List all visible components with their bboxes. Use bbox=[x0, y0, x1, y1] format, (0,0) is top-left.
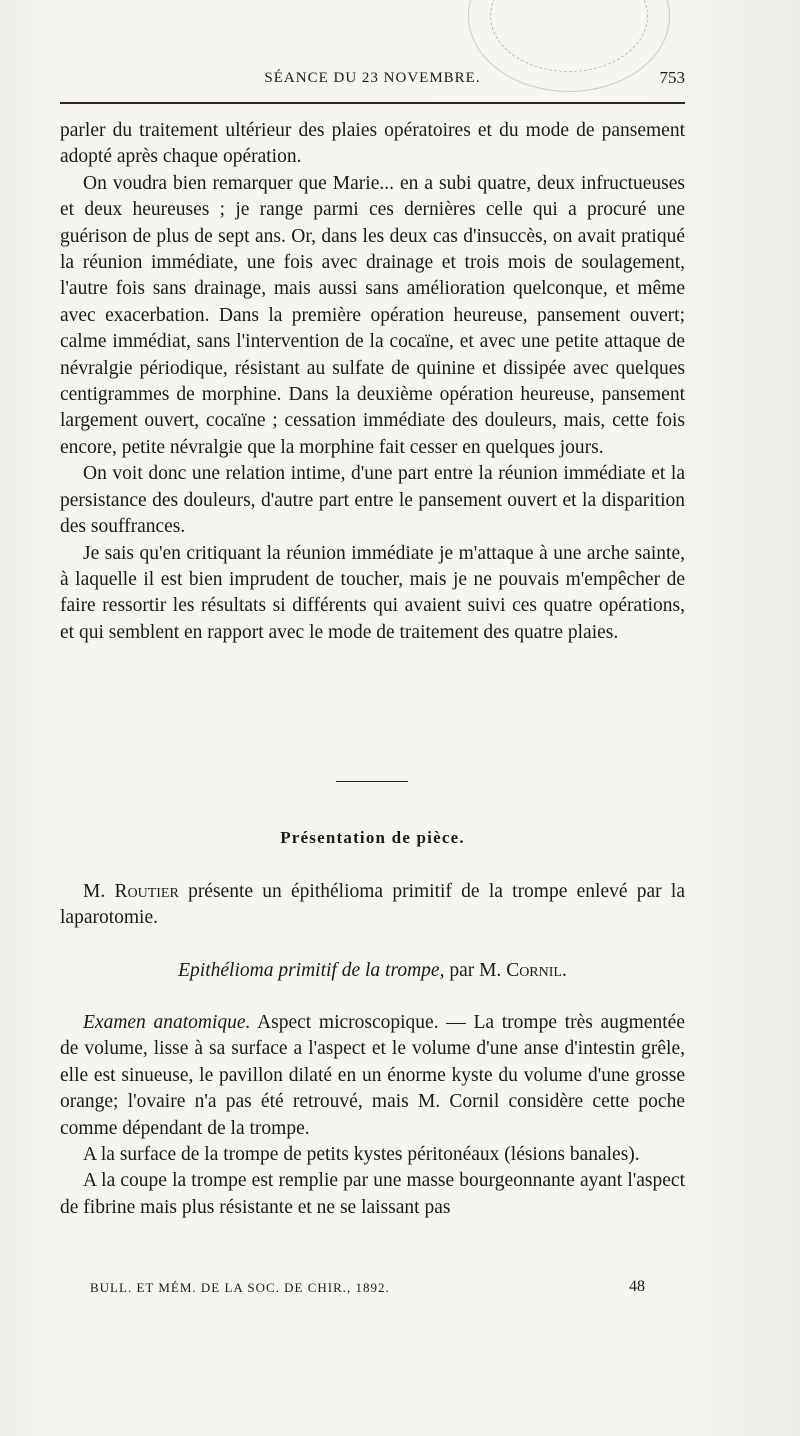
page-number: 753 bbox=[659, 68, 685, 87]
subtitle-by: par M. bbox=[444, 960, 507, 981]
exam-heading: Examen anatomique. bbox=[83, 1012, 251, 1033]
exam-text: Aspect microscopique. — La trompe très augmentée de volume, lisse à sa surface a l'aspect et le volume d'une anse d'intestin grêle, elle est sinueuse, le pavillon dilaté en un énorme kyste du volume d'une grosse orange; l'ovaire n'a pas été retrouvé, mais M. Cornil considère cette poche comme dépendant de la trompe. bbox=[60, 1012, 685, 1139]
running-title: SÉANCE DU 23 NOVEMBRE. bbox=[264, 70, 481, 86]
header-rule bbox=[60, 102, 685, 104]
subtitle-italic: Epithélioma primitif de la trompe, bbox=[178, 960, 445, 981]
journal-reference: BULL. ET MÉM. DE LA SOC. DE CHIR., 1892. bbox=[90, 1280, 390, 1295]
presenter-name: Routier bbox=[114, 881, 179, 902]
section-title: Présentation de pièce. bbox=[280, 828, 465, 847]
signature-number: 48 bbox=[629, 1278, 645, 1295]
paragraph: Je sais qu'en critiquant la réunion immédiate je m'attaque à une arche sainte, à laquelle il est bien imprudent de toucher, mais je ne pouvais m'empêcher de faire ressortir les résultats si différents qui avaient suivi ces quatre opérations, et qui semblent en rapport avec le mode de traitement des quatre plaies. bbox=[60, 542, 685, 643]
article-subtitle bbox=[60, 960, 685, 982]
paragraph: parler du traitement ultérieur des plaies opératoires et du mode de pansement adopté après chaque opération. bbox=[60, 120, 685, 168]
section-separator bbox=[336, 781, 408, 782]
paragraph: On voudra bien remarquer que Marie... en a subi quatre, deux infructueuses et deux heureuses ; je range parmi ces dernières celle qui a procuré une guérison de plus de sept ans. Or, dans les deux cas d'insuccès, on avait pratiqué la réunion immédiate, une fois avec drainage et trois mois de soulagement, l'autre fois sans drainage, mais aussi sans amélioration quelconque, et même avec exacerbation. Dans la première opération heureuse, pansement ouvert; calme immédiat, sans l'intervention de la cocaïne, et avec une petite attaque de névralgie périodique, résistant au sulfate de quinine et dissipée avec quelques centigrammes de morphine. Dans la deuxième opération heureuse, pansement largement ouvert, cocaïne ; cessation immédiate des douleurs, mais, cette fois encore, petite névralgie que la morphine fait cesser en quelques jours. bbox=[60, 172, 685, 458]
paragraph: On voit donc une relation intime, d'une part entre la réunion immédiate et la persistance des douleurs, d'autre part entre le pansement ouvert et la disparition des souffrances. bbox=[60, 463, 685, 538]
page-footer bbox=[60, 1278, 685, 1302]
presentation-text: présente un épithélioma primitif de la trompe enlevé par la laparotomie. bbox=[60, 881, 685, 929]
page-header bbox=[60, 68, 685, 96]
presentation-block bbox=[60, 879, 685, 932]
paragraph: A la coupe la trompe est remplie par une masse bourgeonnante ayant l'aspect de fibrine mais plus résistante et ne se laissant pas bbox=[60, 1170, 685, 1218]
main-text-block bbox=[60, 118, 685, 646]
paragraph: A la surface de la trompe de petits kystes péritonéaux (lésions banales). bbox=[83, 1144, 640, 1166]
exam-paragraph bbox=[60, 1010, 685, 1142]
examination-block bbox=[60, 1010, 685, 1221]
presentation-paragraph bbox=[60, 879, 685, 932]
presentation-prefix: M. bbox=[83, 881, 115, 902]
subtitle-author: Cornil. bbox=[506, 960, 567, 981]
